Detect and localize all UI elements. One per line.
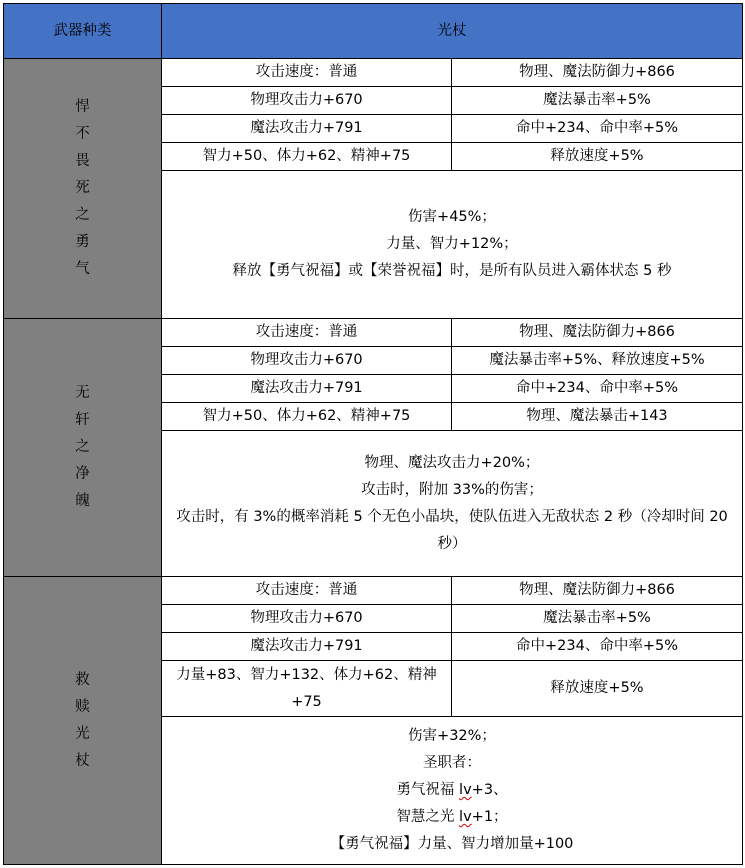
weapon-name-char: 赎 [75,698,90,715]
stat-cell: 攻击速度：普通 [162,577,452,605]
effect-line: 力量、智力+12%； [386,236,518,252]
effect-line: 攻击时，附加 33%的伤害； [361,481,543,498]
table-row [4,319,743,347]
stat-cell: 智力+50、体力+62、精神+75 [162,143,452,171]
effect-line: 伤害+45%； [408,209,496,225]
effect-line: 释放【勇气祝福】或【荣誉祝福】时，是所有队员进入霸体状态 5 秒 [232,263,672,279]
stat-cell: 魔法攻击力+791 [162,115,452,143]
header-weapon-class: 光杖 [162,4,743,59]
skill-level-label: lv [459,782,472,798]
effect-line: 伤害+32%； [408,728,496,744]
stat-cell: 力量+83、智力+132、体力+62、精神+75 [162,661,452,717]
weapon-name-char: 不 [75,126,90,142]
stat-cell: 物理、魔法防御力+866 [452,59,743,87]
skill-bonus: +1； [471,809,508,825]
weapon-name-char: 光 [75,725,90,742]
effect-line: 攻击时，有 3%的概率消耗 5 个无色小晶块，使队伍进入无敌状态 2 秒（冷却时间 20 秒） [176,508,728,552]
skill-line [168,777,736,804]
table-row [4,577,743,605]
stat-cell: 命中+234、命中率+5% [452,633,743,661]
effect-line: 物理、魔法攻击力+20%； [364,454,540,471]
header-weapon-type: 武器种类 [4,4,162,59]
weapon-name-char: 之 [75,207,90,223]
skill-bonus: +3、 [471,782,508,798]
weapon-name-char: 无 [75,385,90,401]
table-row [4,59,743,87]
stat-cell: 魔法攻击力+791 [162,633,452,661]
stat-cell: 魔法暴击率+5% [452,87,743,115]
effect-line: 圣职者： [423,755,481,771]
stat-cell: 攻击速度：普通 [162,59,452,87]
stat-cell: 智力+50、体力+62、精神+75 [162,403,452,431]
weapon-name-char: 畏 [75,153,90,169]
weapon-name-2 [4,319,162,577]
skill-name: 勇气祝福 [396,782,460,798]
stat-cell: 物理攻击力+670 [162,347,452,375]
effects-cell-3 [162,717,743,865]
skill-name: 智慧之光 [396,809,460,825]
weapon-name-char: 死 [75,180,90,196]
weapon-name-char: 之 [75,439,90,455]
effects-cell-2 [162,431,743,577]
skill-line [168,804,736,831]
stat-cell: 命中+234、命中率+5% [452,115,743,143]
effects-cell-1 [162,171,743,319]
stat-cell: 命中+234、命中率+5% [452,375,743,403]
weapon-name-3 [4,577,162,865]
stat-cell: 释放速度+5% [452,143,743,171]
weapon-name-char: 杖 [75,752,90,769]
weapon-name-char: 气 [75,261,90,277]
stat-cell: 物理、魔法防御力+866 [452,319,743,347]
weapon-name-char: 魄 [75,493,90,509]
weapon-name-char: 救 [75,671,90,688]
weapon-name-char: 净 [75,466,90,482]
stat-cell: 物理攻击力+670 [162,87,452,115]
stat-cell: 物理、魔法防御力+866 [452,577,743,605]
skill-level-label: lv [459,809,472,825]
stat-cell: 魔法暴击率+5% [452,605,743,633]
stat-cell: 物理、魔法暴击+143 [452,403,743,431]
stat-cell: 释放速度+5% [452,661,743,717]
stat-cell: 魔法暴击率+5%、释放速度+5% [452,347,743,375]
table-header-row [4,4,743,59]
weapon-name-char: 勇 [75,234,90,250]
stat-cell: 魔法攻击力+791 [162,375,452,403]
weapon-name-char: 悍 [75,99,90,115]
weapon-name-1 [4,59,162,319]
weapon-name-char: 轩 [75,412,90,428]
weapon-table [3,3,743,865]
effect-line: 【勇气祝福】力量、智力增加量+100 [330,836,574,852]
stat-cell: 物理攻击力+670 [162,605,452,633]
stat-cell: 攻击速度：普通 [162,319,452,347]
